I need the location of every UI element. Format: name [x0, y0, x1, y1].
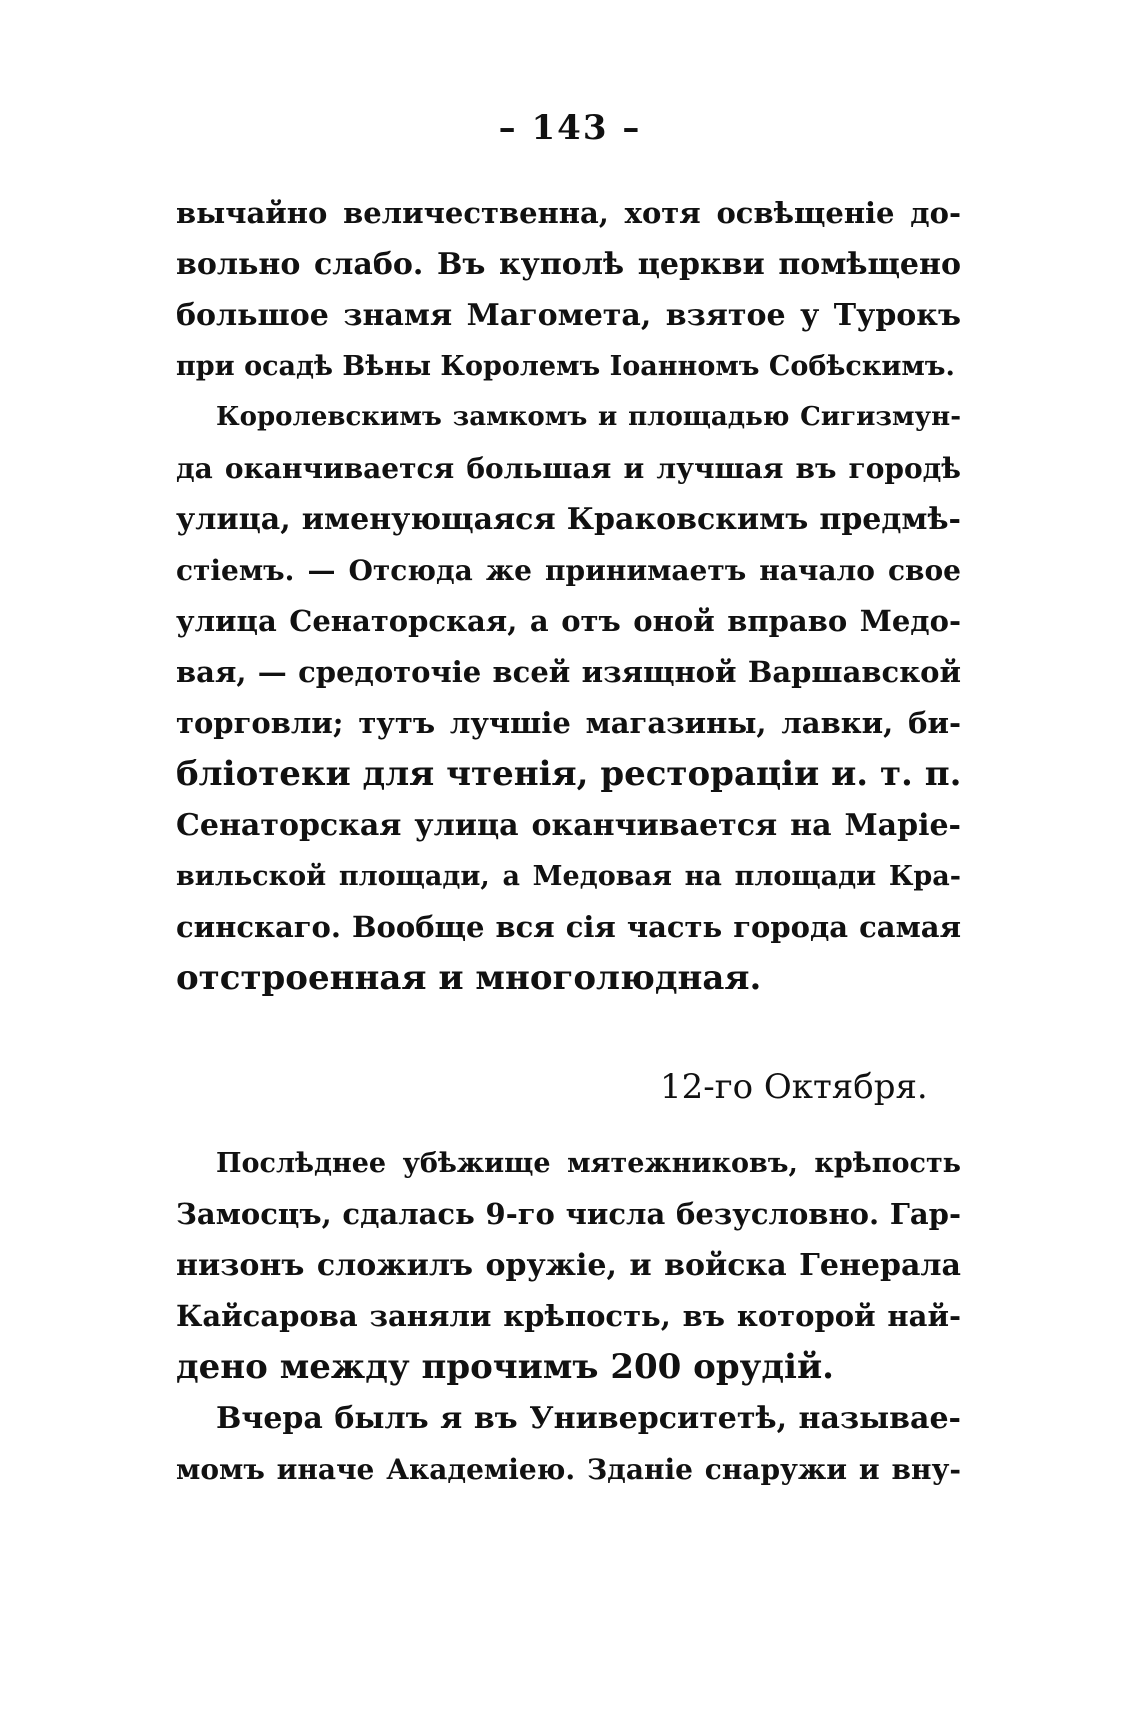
text-line: стіемъ. — Отсюда же принимаетъ начало свое — [176, 554, 961, 587]
text-line: вильской площади, а Медовая на площади Кра- — [176, 861, 961, 892]
text-line: при осадѣ Вѣны Королемъ Іоанномъ Собѣскимъ. — [176, 351, 955, 382]
text-line: бліотеки для чтенія, ресторацiи и. т. п. — [176, 754, 962, 794]
paragraph-block-1 — [176, 188, 961, 1004]
text-line: торговли; тутъ лучшіе магазины, лавки, би- — [176, 706, 961, 740]
text-line: низонъ сложилъ оружіе, и войска Генерала — [176, 1248, 961, 1283]
text-line: вольно слабо. Въ куполѣ церкви помѣщено — [176, 247, 961, 282]
page-number: – 143 – — [498, 108, 642, 148]
text-line: синскаго. Вообще вся сія часть города самая — [176, 910, 961, 944]
date-heading: 12-го Октября. — [660, 1067, 928, 1107]
text-line: вая, — средоточіе всей изящной Варшавской — [176, 655, 961, 689]
text-line: Вчера былъ я въ Университетѣ, называе- — [216, 1401, 961, 1436]
text-line: Королевскимъ замкомъ и площадью Сигизмун- — [216, 402, 961, 432]
text-line: Замосцъ, сдалась 9-го числа безусловно. Гар- — [176, 1197, 961, 1231]
text-line: Кайсарова заняли крѣпость, въ которой най- — [176, 1299, 961, 1333]
text-line: момъ иначе Академіею. Зданіе снаружи и вну- — [176, 1453, 961, 1486]
text-line: Послѣднее убѣжище мятежниковъ, крѣпость — [216, 1148, 961, 1179]
text-line: улица, именующаяся Краковскимъ предмѣ- — [176, 502, 961, 537]
paragraph-block-2 — [176, 1138, 961, 1495]
text-line: да оканчивается большая и лучшая въ городѣ — [176, 452, 961, 485]
text-line: большое знамя Магомета, взятое у Турокъ — [176, 298, 961, 333]
text-line: дено между прочимъ 200 орудій. — [176, 1347, 835, 1387]
text-line: отстроенная и многолюдная. — [176, 958, 762, 998]
text-line: улица Сенаторская, а отъ оной вправо Медо- — [176, 604, 961, 638]
text-line: Сенаторская улица оканчивается на Маріе- — [176, 808, 961, 843]
text-line: вычайно величественна, хотя освѣщеніе до- — [176, 196, 961, 230]
